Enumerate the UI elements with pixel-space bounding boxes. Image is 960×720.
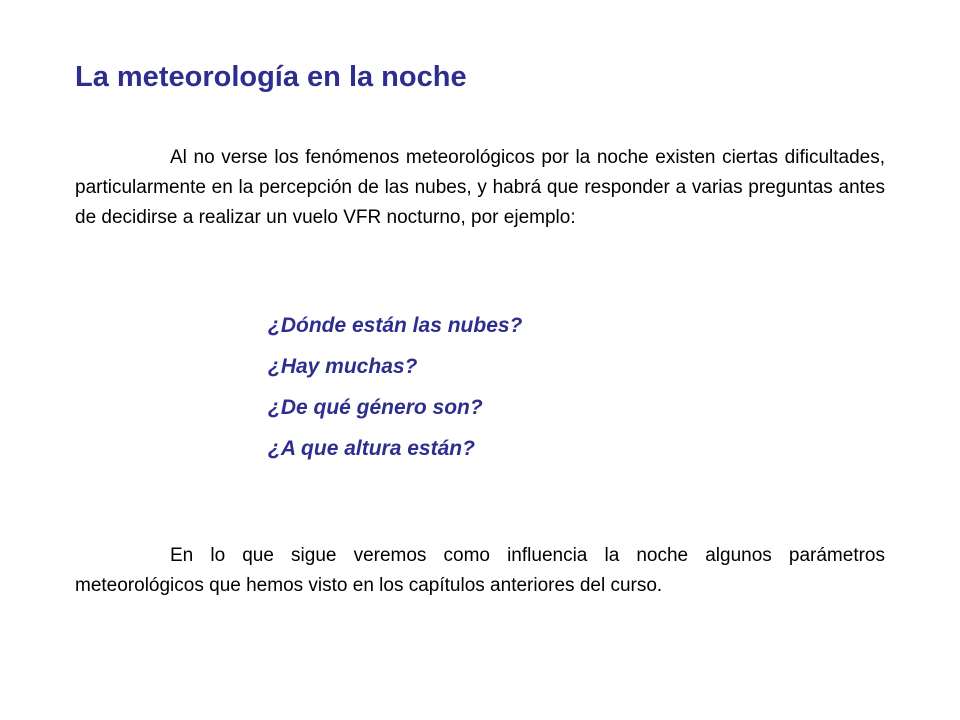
- question-list: [268, 312, 868, 476]
- intro-paragraph: [75, 143, 885, 233]
- question-item-1: ¿Dónde están las nubes?: [268, 314, 523, 337]
- intro-paragraph-text: Al no verse los fenómenos meteorológicos por la noche existen ciertas dificultades, particularmente en la percepción de las nubes, y habrá que responder a varias preguntas antes de decidirse a realizar un vuelo VFR nocturno, por ejemplo:: [75, 147, 885, 228]
- closing-paragraph: [75, 541, 885, 601]
- question-item-4: ¿A que altura están?: [268, 437, 475, 460]
- question-item-2: ¿Hay muchas?: [268, 355, 418, 378]
- question-item-3: ¿De qué género son?: [268, 396, 483, 419]
- closing-paragraph-text: En lo que sigue veremos como influencia la noche algunos parámetros meteorológicos que hemos visto en los capítulos anteriores del curso.: [75, 545, 885, 596]
- slide-title: La meteorología en la noche: [75, 61, 467, 93]
